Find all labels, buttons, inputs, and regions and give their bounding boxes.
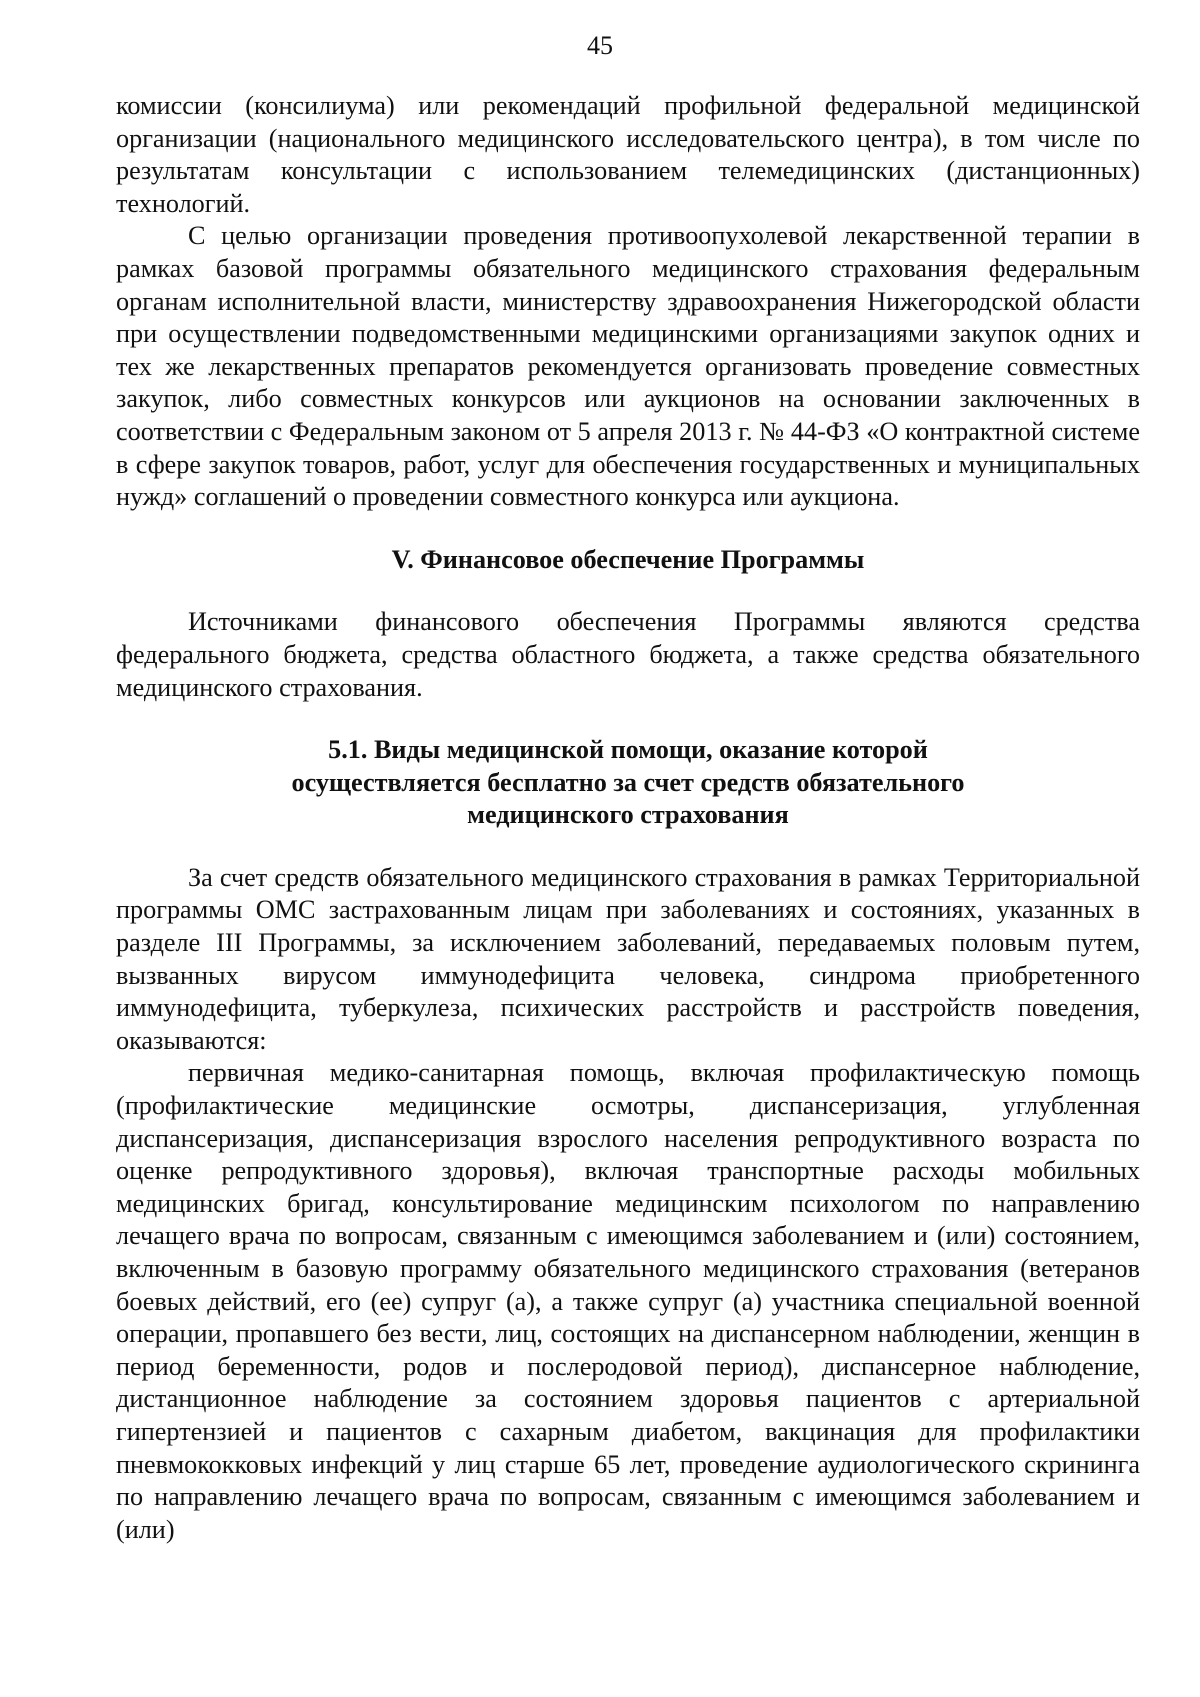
paragraph-oms-coverage: За счет средств обязательного медицинского страхования в рамках Территориальной программы ОМС застрахованным лицам при заболеваниях и состояниях, указанных в разделе III Программы, за исключением заболеваний, передаваемых половым путем, вызванных вирусом иммунодефицита человека, синдрома приобретенного иммунодефицита, туберкулеза, психических расстройств и расстройств поведения, оказываются: (116, 862, 1140, 1055)
subsection-heading-line-2: осуществляется бесплатно за счет средств обязательного (291, 767, 965, 797)
subsection-heading-5-1 (116, 734, 1140, 832)
subsection-heading-line-1: 5.1. Виды медицинской помощи, оказание которой (328, 735, 928, 765)
paragraph-financing-sources: Источниками финансового обеспечения Программы являются средства федерального бюджета, средства областного бюджета, а также средства обязательного медицинского страхования. (116, 607, 1140, 702)
document-body (116, 90, 1140, 1546)
paragraph-continuation: комиссии (консилиума) или рекомендаций профильной федеральной медицинской организации (национального медицинского исследовательского центра), в том числе по результатам консультации с использованием телемедицинских (дистанционных) технологий. (116, 91, 1140, 218)
paragraph-primary-care: первичная медико-санитарная помощь, включая профилактическую помощь (профилактические медицинские осмотры, диспансеризация, углубленная диспансеризация, диспансеризация взрослого населения репродуктивного возраста по оценке репродуктивного здоровья), включая транспортные расходы мобильных медицинских бригад, консультирование медицинским психологом по направлению лечащего врача по вопросам, связанным с имеющимся заболеванием и (или) состоянием, включенным в базовую программу обязательного медицинского страхования (ветеранов боевых действий, его (ее) супруг (а), а также супруг (а) участника специальной военной операции, пропавшего без вести, лиц, состоящих на диспансерном наблюдении, женщин в период беременности, родов и послеродовой период), диспансерное наблюдение, дистанционное наблюдение за состоянием здоровья пациентов с артериальной гипертензией и пациентов с сахарным диабетом, вакцинация для профилактики пневмококковых инфекций у лиц старше 65 лет, проведение аудиологического скрининга по направлению лечащего врача по вопросам, связанным с имеющимся заболеванием и (или) (116, 1058, 1140, 1544)
paragraph-antitumor-therapy: С целью организации проведения противоопухолевой лекарственной терапии в рамках базовой программы обязательного медицинского страхования федеральным органам исполнительной власти, министерству здравоохранения Нижегородской области при осуществлении подведомственными медицинскими организациями закупок одних и тех же лекарственных препаратов рекомендуется организовать проведение совместных закупок, либо совместных конкурсов или аукционов на основании заключенных в соответствии с Федеральным законом от 5 апреля 2013 г. № 44-ФЗ «О контрактной системе в сфере закупок товаров, работ, услуг для обеспечения государственных и муниципальных нужд» соглашений о проведении совместного конкурса или аукциона. (116, 221, 1140, 512)
page-number: 45 (587, 31, 613, 60)
section-heading-financing: V. Финансовое обеспечение Программы (391, 544, 865, 574)
subsection-heading-line-3: медицинского страхования (467, 800, 789, 830)
